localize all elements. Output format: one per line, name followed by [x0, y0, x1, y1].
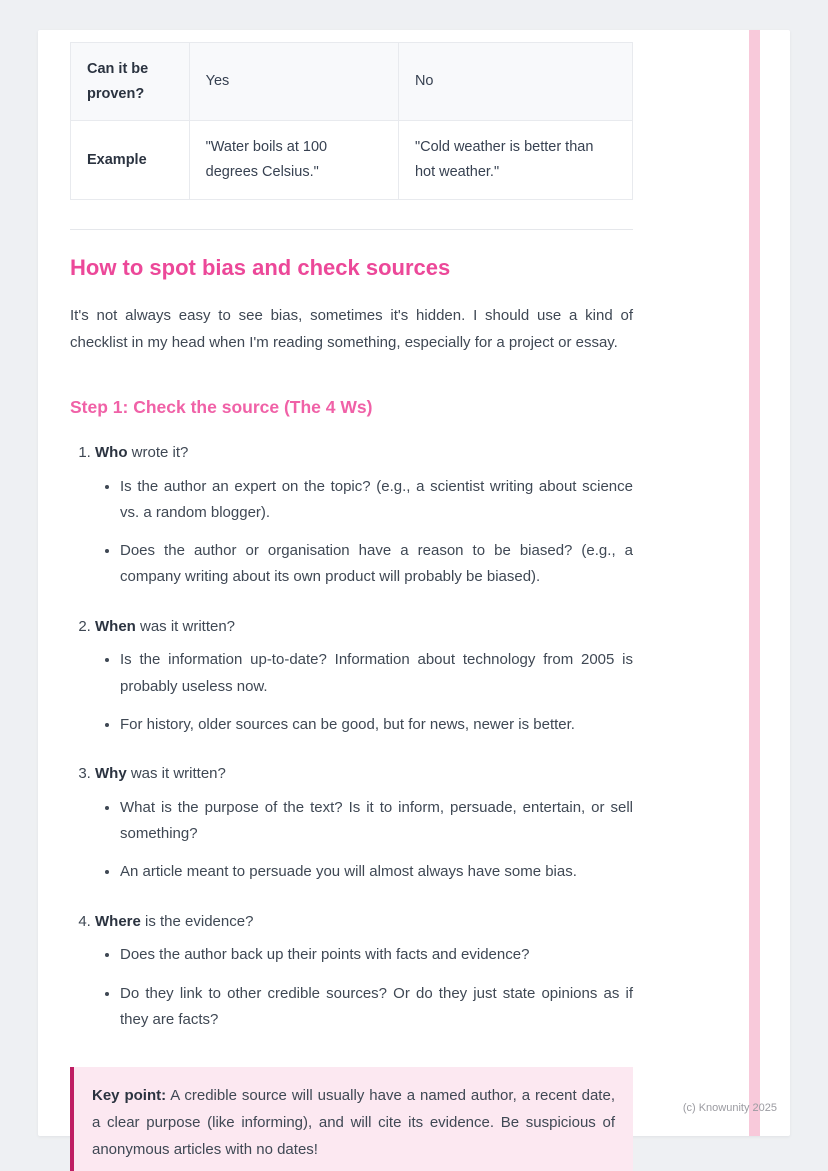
- question-text: was it written?: [126, 765, 226, 783]
- section-divider: [70, 229, 633, 230]
- sub-list: [95, 942, 633, 1033]
- list-item: • What is the purpose of the text? Is it to inform, persuade, entertain, or sell something?: [120, 795, 633, 848]
- document-content: [38, 30, 633, 1171]
- keyword: When: [95, 617, 136, 635]
- list-item: [95, 615, 633, 739]
- list-item: • Does the author back up their points with facts and evidence?: [120, 942, 633, 968]
- pink-ribbon-decoration: [749, 30, 760, 1136]
- list-item: [95, 762, 633, 886]
- table-cell-fact: Yes: [189, 43, 398, 121]
- step-heading: Step 1: Check the source (The 4 Ws): [70, 396, 373, 417]
- table-cell-fact: "Water boils at 100 degrees Celsius.": [189, 121, 398, 199]
- table-cell-opinion: No: [398, 43, 632, 121]
- question-text: is the evidence?: [140, 912, 254, 930]
- list-item: • An article meant to persuade you will almost always have some bias.: [120, 859, 633, 885]
- copyright-watermark: (c) Knowunity 2025: [682, 1102, 777, 1114]
- question-text: was it written?: [135, 617, 236, 635]
- list-item: • Is the author an expert on the topic? (e.g., a scientist writing about science vs. a random blogger).: [120, 474, 633, 527]
- callout-text: A credible source will usually have a named author, a recent date, a clear purpose (like informing), and will cite its evidence. Be suspicious of anonymous articles with no dates!: [92, 1087, 615, 1159]
- section-heading: How to spot bias and check sources: [70, 254, 451, 280]
- list-item: [95, 441, 633, 591]
- list-item: • Do they link to other credible sources? Or do they just state opinions as if they are facts?: [120, 981, 633, 1034]
- sub-list: [95, 647, 633, 738]
- question-text: wrote it?: [127, 443, 189, 461]
- document-page: [38, 30, 790, 1159]
- fact-opinion-table: [70, 42, 633, 200]
- list-item: • For history, older sources can be good, but for news, newer is better.: [120, 712, 633, 738]
- table-row: [71, 121, 633, 199]
- sub-list: [95, 795, 633, 886]
- list-item: • Is the information up-to-date? Information about technology from 2005 is probably useless now.: [120, 647, 633, 700]
- checklist: [70, 441, 633, 1033]
- key-point-callout: [70, 1067, 633, 1171]
- table-row-label: Can it be proven?: [71, 43, 190, 121]
- keyword: Who: [95, 443, 128, 461]
- table-cell-opinion: "Cold weather is better than hot weather.": [398, 121, 632, 199]
- list-item: • Does the author or organisation have a reason to be biased? (e.g., a company writing about its own product will probably be biased).: [120, 538, 633, 591]
- keyword: Where: [95, 912, 141, 930]
- sub-list: [95, 474, 633, 591]
- callout-label: Key point:: [92, 1087, 167, 1105]
- list-item: [95, 910, 633, 1034]
- keyword: Why: [95, 765, 127, 783]
- table-row: [71, 43, 633, 121]
- table-row-label: Example: [71, 121, 190, 199]
- intro-paragraph: It's not always easy to see bias, sometimes it's hidden. I should use a kind of checklist in my head when I'm reading something, especially for a project or essay.: [70, 306, 633, 351]
